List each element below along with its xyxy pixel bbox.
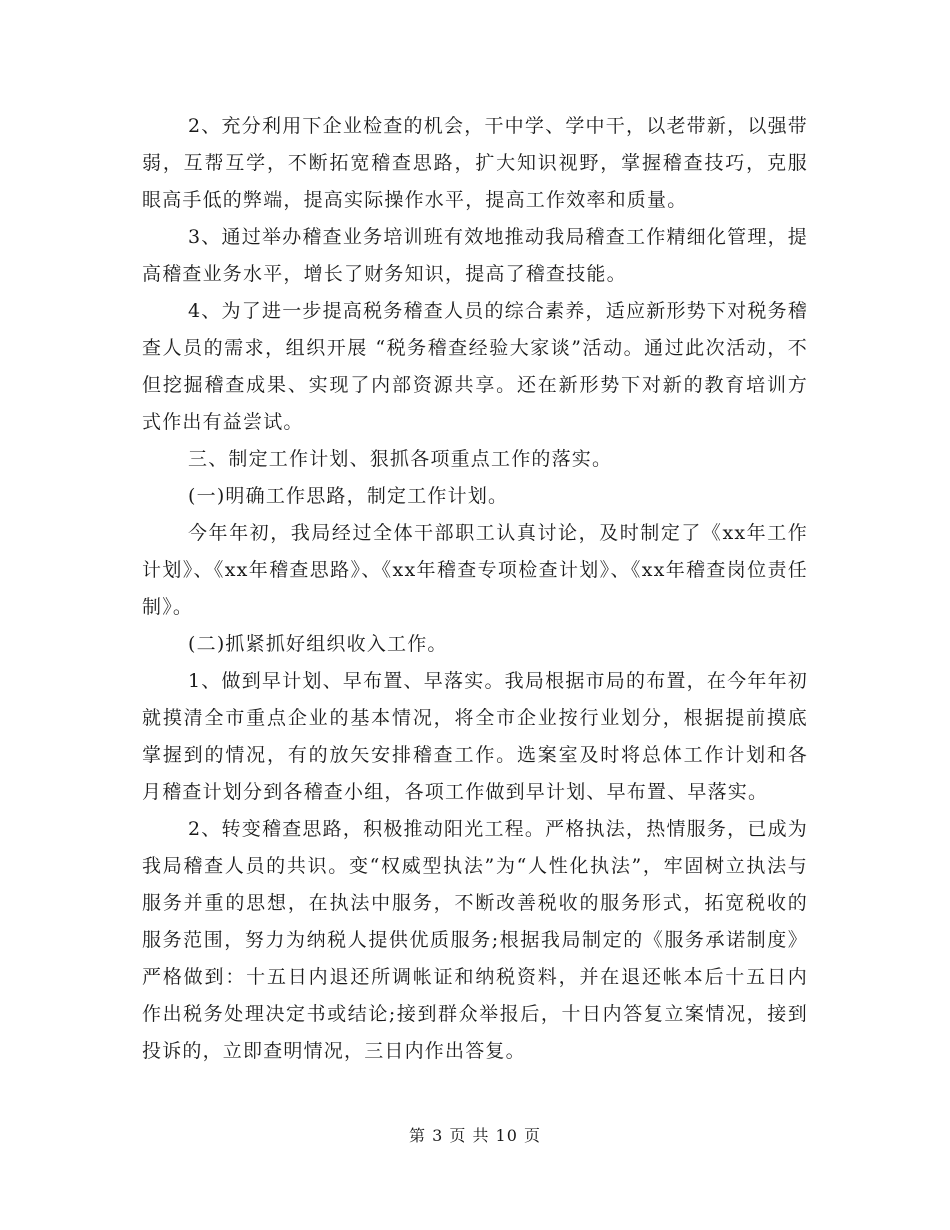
page-number-footer: 第 3 页 共 10 页 bbox=[409, 1126, 541, 1145]
subsection-heading-1: (一)明确工作思路，制定工作计划。 bbox=[188, 485, 509, 507]
paragraph-6: 2、转变稽查思路，积极推动阳光工程。严格执法，热情服务，已成为我局稽查人员的共识。变“权威型执法”为“人性化执法”，牢固树立执法与服务并重的思想，在执法中服务，不断改善税收的服务形式，拓宽税收的服务范围，努力为纳税人提供优质服务;根据我局制定的《服务承诺制度》严格做到：十五日内退还所调帐证和纳税资料，并在退还帐本后十五日内作出税务处理决定书或结论;接到群众举报后，十日内答复立案情况，接到投诉的，立即查明情况，三日内作出答复。 bbox=[142, 818, 808, 1062]
document-body bbox=[142, 108, 808, 1070]
section-heading-3: 三、制定工作计划、狠抓各项重点工作的落实。 bbox=[188, 448, 613, 470]
paragraph-2: 3、通过举办稽查业务培训班有效地推动我局稽查工作精细化管理，提高稽查业务水平，增长了财务知识，提高了稽查技能。 bbox=[142, 226, 808, 285]
paragraph-4: 今年年初，我局经过全体干部职工认真讨论，及时制定了《xx年工作计划》、《xx年稽查思路》、《xx年稽查专项检查计划》、《xx年稽查岗位责任制》。 bbox=[142, 522, 808, 618]
subsection-heading-2: (二)抓紧抓好组织收入工作。 bbox=[188, 633, 448, 655]
paragraph-3: 4、为了进一步提高税务稽查人员的综合素养，适应新形势下对税务稽查人员的需求，组织开展 “税务稽查经验大家谈”活动。通过此次活动，不但挖掘稽查成果、实现了内部资源共享。还在新形势下对新的教育培训方式作出有益尝试。 bbox=[142, 300, 808, 433]
paragraph-1: 2、充分利用下企业检查的机会，干中学、学中干，以老带新，以强带弱，互帮互学，不断拓宽稽查思路，扩大知识视野，掌握稽查技巧，克服眼高手低的弊端，提高实际操作水平，提高工作效率和质量。 bbox=[142, 115, 808, 211]
paragraph-5: 1、做到早计划、早布置、早落实。我局根据市局的布置，在今年年初就摸清全市重点企业的基本情况，将全市企业按行业划分，根据提前摸底掌握到的情况，有的放矢安排稽查工作。选案室及时将总体工作计划和各月稽查计划分到各稽查小组，各项工作做到早计划、早布置、早落实。 bbox=[142, 670, 808, 803]
